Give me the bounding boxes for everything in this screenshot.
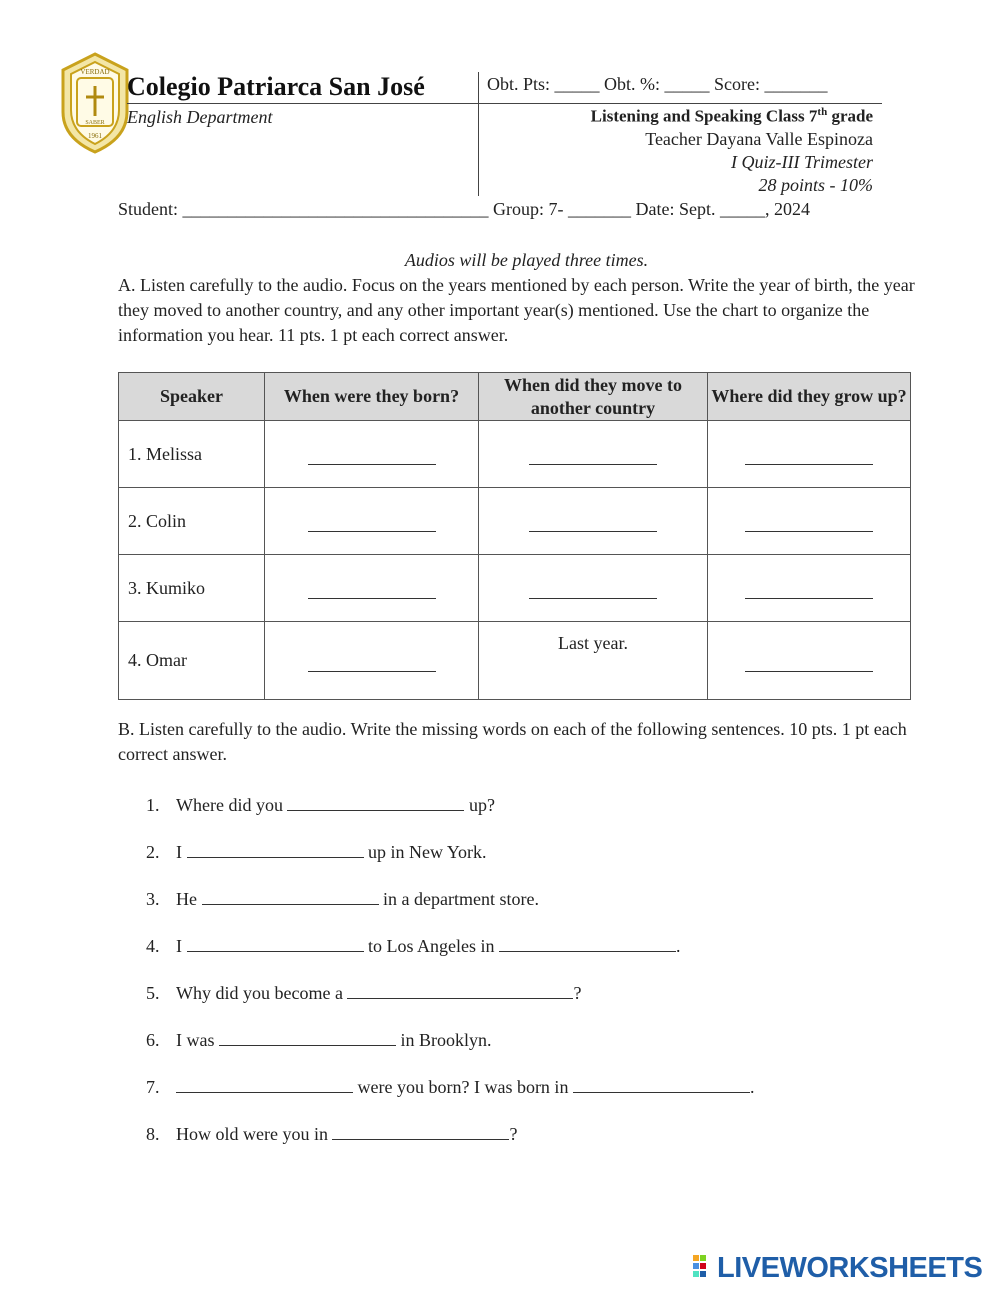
born-answer-blank[interactable] [265, 555, 479, 622]
points-label: 28 points - 10% [758, 175, 873, 195]
school-name: Colegio Patriarca San José [127, 72, 425, 101]
answer-blank[interactable] [219, 1031, 396, 1046]
grew-up-answer-blank[interactable] [708, 421, 911, 488]
answer-blank[interactable] [499, 937, 676, 952]
moved-given-answer: Last year. [479, 622, 708, 700]
header-speaker: Speaker [119, 373, 265, 421]
years-chart-table [118, 372, 911, 700]
audios-note: Audios will be played three times. [404, 250, 649, 270]
list-item: 4. I to Los Angeles in . [146, 936, 681, 956]
born-answer-blank[interactable] [265, 488, 479, 555]
list-item: 6. I was in Brooklyn. [146, 1030, 492, 1050]
points-score-line[interactable]: Obt. Pts: _____ Obt. %: _____ Score: _______ [487, 74, 828, 94]
crest-year: 1961 [88, 132, 102, 140]
header-divider-horizontal [127, 103, 882, 104]
speaker-cell: 3. Kumiko [119, 555, 265, 622]
list-item: 2. I up in New York. [146, 842, 487, 862]
list-item: 1. Where did you up? [146, 795, 495, 815]
answer-blank[interactable] [187, 937, 364, 952]
answer-blank[interactable] [347, 984, 573, 999]
liveworksheets-brand[interactable]: LIVEWORKSHEETS [717, 1252, 983, 1284]
table-row [119, 488, 911, 555]
part-b-instructions: B. Listen carefully to the audio. Write the missing words on each of the following sentences. 10 pts. 1 pt each correct answer. [118, 719, 907, 764]
grew-up-answer-blank[interactable] [708, 622, 911, 700]
answer-blank[interactable] [202, 890, 379, 905]
list-item: 5. Why did you become a ? [146, 983, 582, 1003]
speaker-cell: 2. Colin [119, 488, 265, 555]
moved-answer-blank[interactable] [479, 488, 708, 555]
moved-answer-blank[interactable] [479, 555, 708, 622]
answer-blank[interactable] [187, 843, 364, 858]
liveworksheets-logo-icon [693, 1253, 715, 1283]
table-row [119, 622, 911, 700]
grew-up-answer-blank[interactable] [708, 488, 911, 555]
answer-blank[interactable] [176, 1078, 353, 1093]
header-divider-vertical [478, 72, 479, 196]
grew-up-answer-blank[interactable] [708, 555, 911, 622]
answer-blank[interactable] [287, 796, 464, 811]
header-grew-up: Where did they grow up? [708, 373, 911, 421]
header-born: When were they born? [265, 373, 479, 421]
answer-blank[interactable] [573, 1078, 750, 1093]
list-item: 8. How old were you in ? [146, 1124, 518, 1144]
quiz-label: I Quiz-III Trimester [731, 152, 873, 172]
answer-blank[interactable] [332, 1125, 509, 1140]
born-answer-blank[interactable] [265, 622, 479, 700]
list-item: 7. were you born? I was born in . [146, 1077, 755, 1097]
header-moved: When did they move to another country [479, 373, 708, 421]
list-item: 3. He in a department store. [146, 889, 539, 909]
speaker-cell: 4. Omar [119, 622, 265, 700]
table-row [119, 421, 911, 488]
crest-motto-top: VERDAD [80, 68, 110, 76]
part-a-instructions: A. Listen carefully to the audio. Focus on the years mentioned by each person. Write the year of birth, the year they moved to another country, and any other important year(s) mentioned. Use the chart to organize the information you hear. 11 pts. 1 pt each correct answer. [118, 275, 915, 345]
table-header-row [119, 373, 911, 421]
crest-motto-mid: SABER [85, 120, 105, 126]
born-answer-blank[interactable] [265, 421, 479, 488]
student-info-line[interactable]: Student: __________________________________ Group: 7- _______ Date: Sept. _____, 2024 [118, 199, 810, 219]
moved-answer-blank[interactable] [479, 421, 708, 488]
school-crest-logo [55, 52, 135, 154]
teacher-name: Teacher Dayana Valle Espinoza [645, 129, 873, 149]
class-title: Listening and Speaking Class 7th grade [590, 106, 873, 126]
speaker-cell: 1. Melissa [119, 421, 265, 488]
table-row [119, 555, 911, 622]
department-label: English Department [127, 107, 273, 127]
sentence-list [146, 782, 754, 1158]
